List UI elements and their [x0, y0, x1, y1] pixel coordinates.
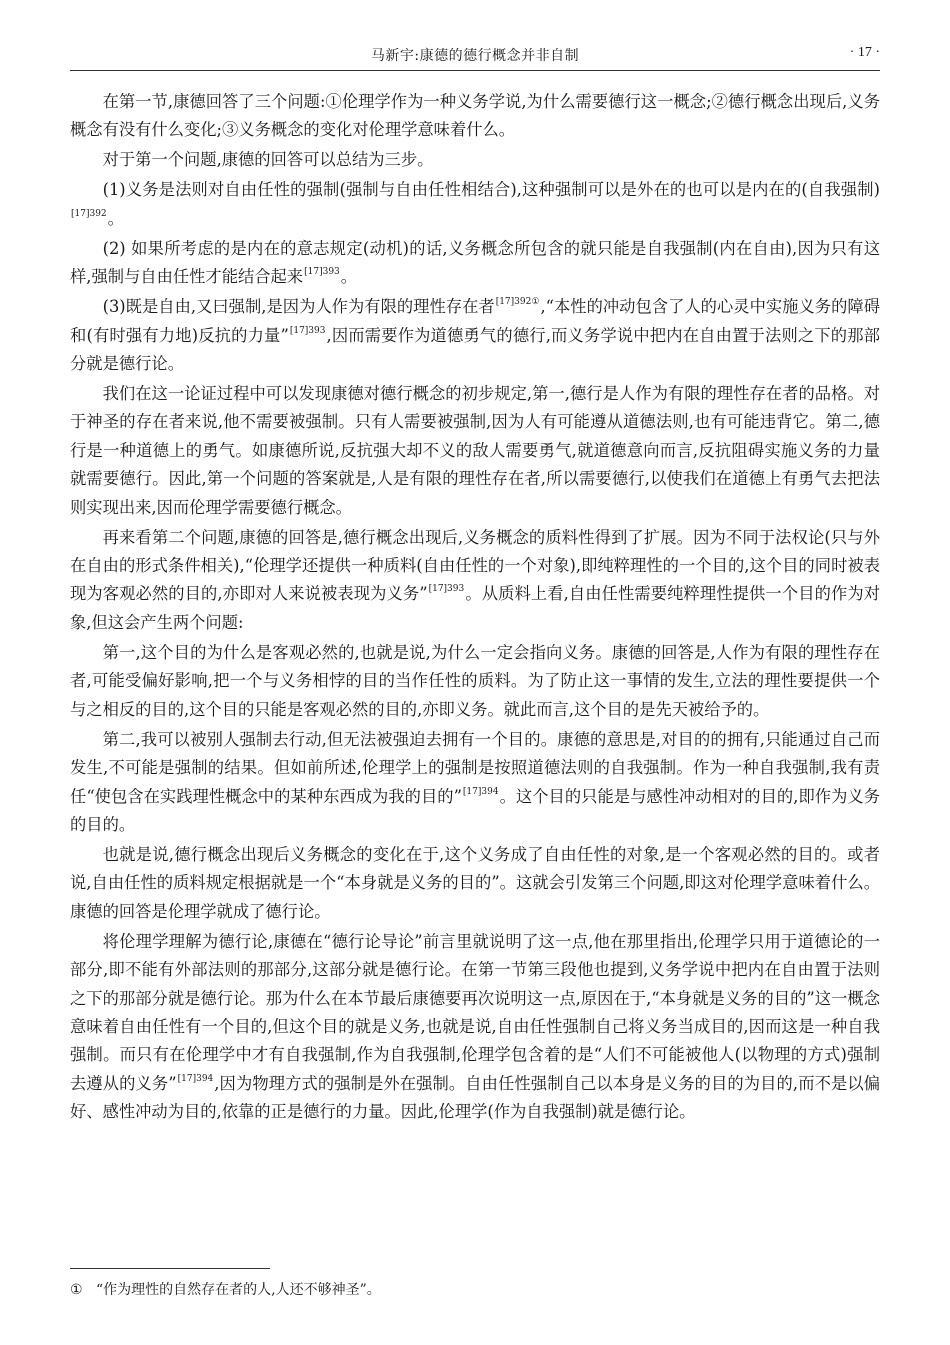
citation-superscript: [17]393: [289, 325, 326, 336]
footnote: [70, 1279, 880, 1301]
body-text: [70, 88, 880, 1128]
paragraph-text: (2) 如果所考虑的是内在的意志规定(动机)的话,义务概念所包含的就只能是自我强制(内在自由),因为只有这样,强制与自由任性才能结合起来: [70, 238, 880, 287]
page-number: · 17 ·: [849, 45, 880, 60]
paragraph-text: 对于第一个问题,康德的回答可以总结为三步。: [102, 150, 434, 170]
citation-superscript: [17]392: [71, 208, 107, 219]
paragraph: [70, 726, 880, 840]
paragraph: [70, 176, 880, 233]
paragraph-text: 将伦理学理解为德行论,康德在“德行论导论”前言里就说明了这一点,他在那里指出,伦理学只用于道德论的一部分,即不能有外部法则的那部分,这部分就是德行论。在第一节第三段他也提到,义务学说中把内在自由置于法则之下的那部分就是德行论。那为什么在本节最后康德要再次说明这一点,原因在于,“本身就是义务的目的”这一概念意味着自由任性有一个目的,但这个目的就是义务,也就是说,自由任性强制自己将义务当成目的,因而这是一种自我强制。而只有在伦理学中才有自我强制,作为自我强制,伦理学包含着的是“人们不可能被他人(以物理的方式)强制去遵从的义务”: [70, 931, 880, 1093]
citation-superscript: [17]393: [428, 584, 465, 595]
paragraph: [70, 380, 880, 522]
paragraph-text: ,因为物理方式的强制是外在强制。自由任性强制自己以本身是义务的目的为目的,而不是以偏好、感性冲动为目的,依靠的正是德行的力量。因此,伦理学(作为自我强制)就是德行论。: [70, 1073, 881, 1122]
paragraph-text: 也就是说,德行概念出现后义务概念的变化在于,这个义务成了自由任性的对象,是一个客观必然的目的。或者说,自由任性的质料规定根据就是一个“本身就是义务的目的”。这就会引发第三个问题,即这对伦理学意味着什么。康德的回答是伦理学就成了德行论。: [70, 844, 880, 921]
paragraph: [70, 293, 880, 378]
citation-superscript: [17]394: [462, 786, 499, 797]
paragraph-text: 第二,我可以被别人强制去行动,但无法被强迫去拥有一个目的。康德的意思是,对目的的拥有,只能通过自己而发生,不可能是强制的结果。但如前所述,伦理学上的强制是按照道德法则的自我强制。作为一种自我强制,我有责任“使包含在实践理性概念中的某种东西成为我的目的”: [70, 729, 880, 806]
paragraph: [70, 928, 880, 1127]
paragraph-text: 。: [107, 208, 124, 228]
paragraph: [70, 88, 880, 145]
paragraph: [70, 841, 880, 926]
paragraph-text: 。: [340, 267, 358, 287]
paragraph-text: 。从质料上看,自由任性需要纯粹理性提供一个目的作为对象,但这会产生两个问题:: [70, 584, 880, 632]
paragraph: [70, 235, 880, 292]
paragraph-text: ,“本性的冲动包含了人的心灵中实施义务的障碍和(有时强有力地)反抗的力量”: [70, 297, 880, 345]
running-title: 马新宇:康德的德行概念并非自制: [370, 48, 580, 64]
paragraph-text: 再来看第二个问题,康德的回答是,德行概念出现后,义务概念的质料性得到了扩展。因为不同于法权论(只与外在自由的形式条件相关),“伦理学还提供一种质料(自由任性的一个对象),即纯粹理性的一个目的,这个目的同时被表现为客观必然的目的,亦即对人来说被表现为义务”: [70, 527, 880, 604]
paragraph-text: ,因而需要作为道德勇气的德行,而义务学说中把内在自由置于法则之下的那部分就是德行论。: [70, 325, 880, 374]
footnote-text: “作为理性的自然存在者的人,人还不够神圣”。: [96, 1282, 381, 1298]
paragraph-text: (1)义务是法则对自由任性的强制(强制与自由任性相结合),这种强制可以是外在的也可以是内在的(自我强制): [102, 180, 880, 200]
footnote-marker: ①: [70, 1282, 83, 1298]
paragraph-text: 第一,这个目的为什么是客观必然的,也就是说,为什么一定会指向义务。康德的回答是,人作为有限的理性存在者,可能受偏好影响,把一个与义务相悖的目的当作任性的质料。为了防止这一事情的发生,立法的理性要提供一个与之相反的目的,这个目的只能是客观必然的目的,亦即义务。就此而言,这个目的是先天被给予的。: [70, 642, 880, 719]
paragraph-text: (3)既是自由,又曰强制,是因为人作为有限的理性存在者: [102, 297, 495, 317]
paragraph: [70, 146, 880, 174]
paragraph-text: 。这个目的只能是与感性冲动相对的目的,即作为义务的目的。: [70, 786, 880, 834]
citation-superscript: [17]394: [177, 1073, 214, 1084]
paragraph-text: 我们在这一论证过程中可以发现康德对德行概念的初步规定,第一,德行是人作为有限的理性存在者的品格。对于神圣的存在者来说,他不需要被强制。只有人需要被强制,因为人有可能遵从道德法则,也有可能违背它。第二,德行是一种道德上的勇气。如康德所说,反抗强大却不义的敌人需要勇气,就道德意向而言,反抗阻碍实施义务的力量就需要德行。因此,第一个问题的答案就是,人是有限的理性存在者,所以需要德行,以使我们在道德上有勇气去把法则实现出来,因而伦理学需要德行概念。: [70, 384, 880, 517]
citation-superscript: [17]393: [304, 267, 340, 278]
footnote-divider: [70, 1268, 270, 1269]
paragraph-text: 在第一节,康德回答了三个问题:①伦理学作为一种义务学说,为什么需要德行这一概念;②德行概念出现后,义务概念有没有什么变化;③义务概念的变化对伦理学意味着什么。: [70, 92, 880, 140]
paragraph: [70, 639, 880, 724]
paragraph: [70, 524, 880, 638]
running-header: [70, 40, 880, 71]
citation-superscript: [17]392①: [495, 297, 540, 308]
